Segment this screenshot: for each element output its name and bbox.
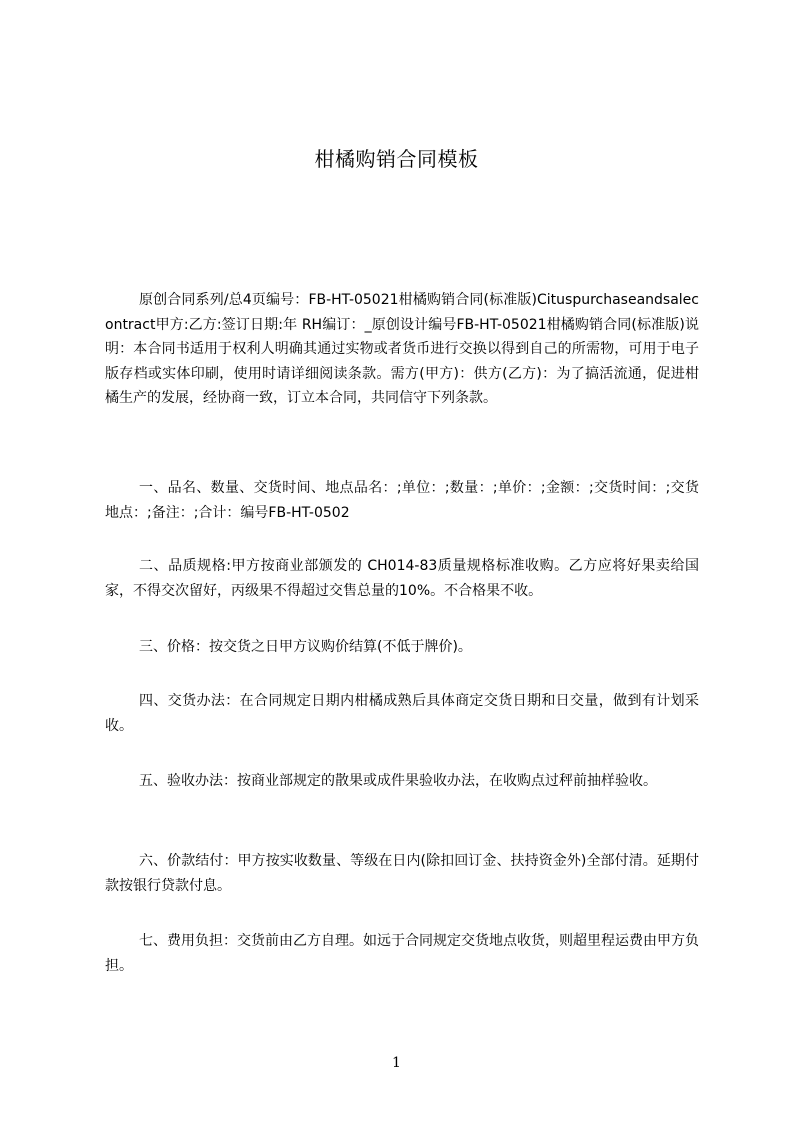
page-number: 1 xyxy=(392,1055,401,1071)
section-5 xyxy=(105,769,699,794)
intro-paragraph xyxy=(105,288,699,411)
section-2-text: 二、品质规格:甲方按商业部颁发的 CH014-83质量规格标准收购。乙方应将好果卖给国家，不得交次留好，丙级果不得超过交售总量的10%。不合格果不收。 xyxy=(105,558,699,599)
section-4 xyxy=(105,689,699,738)
section-7 xyxy=(105,929,699,978)
section-1-text: 一、品名、数量、交货时间、地点品名：;单位：;数量：;单价：;金额：;交货时间：;交货地点：;备注：;合计：编号FB-HT-0502 xyxy=(105,480,699,521)
section-3 xyxy=(105,635,699,660)
section-3-text: 三、价格：按交货之日甲方议购价结算(不低于牌价)。 xyxy=(139,639,472,655)
document-title: 柑橘购销合同模板 xyxy=(314,147,479,171)
section-2 xyxy=(105,554,699,603)
section-5-text: 五、验收办法：按商业部规定的散果或成件果验收办法，在收购点过秤前抽样验收。 xyxy=(139,773,657,789)
section-6 xyxy=(105,849,699,898)
section-4-text: 四、交货办法：在合同规定日期内柑橘成熟后具体商定交货日期和日交量，做到有计划采收。 xyxy=(105,693,699,734)
section-1 xyxy=(105,476,699,525)
section-6-text: 六、价款结付：甲方按实收数量、等级在日内(除扣回订金、扶持资金外)全部付清。延期付款按银行贷款付息。 xyxy=(105,853,699,894)
section-7-text: 七、费用负担：交货前由乙方自理。如远于合同规定交货地点收货，则超里程运费由甲方负担。 xyxy=(105,933,699,974)
intro-text: 原创合同系列/总4页编号：FB-HT-05021柑橘购销合同(标准版)Cituspurchaseandsalecontract甲方:乙方:签订日期:年 RH编订：_原创设计编号FB-HT-05021柑橘购销合同(标准版)说明：本合同书适用于权利人明确其通过实物或者货币进行交换以得到自己的所需物，可用于电子版存档或实体印刷，使用时请详细阅读条款。需方(甲方)：供方(乙方)：为了搞活流通，促进柑橘生产的发展，经协商一致，订立本合同，共同信守下列条款。 xyxy=(105,292,699,406)
